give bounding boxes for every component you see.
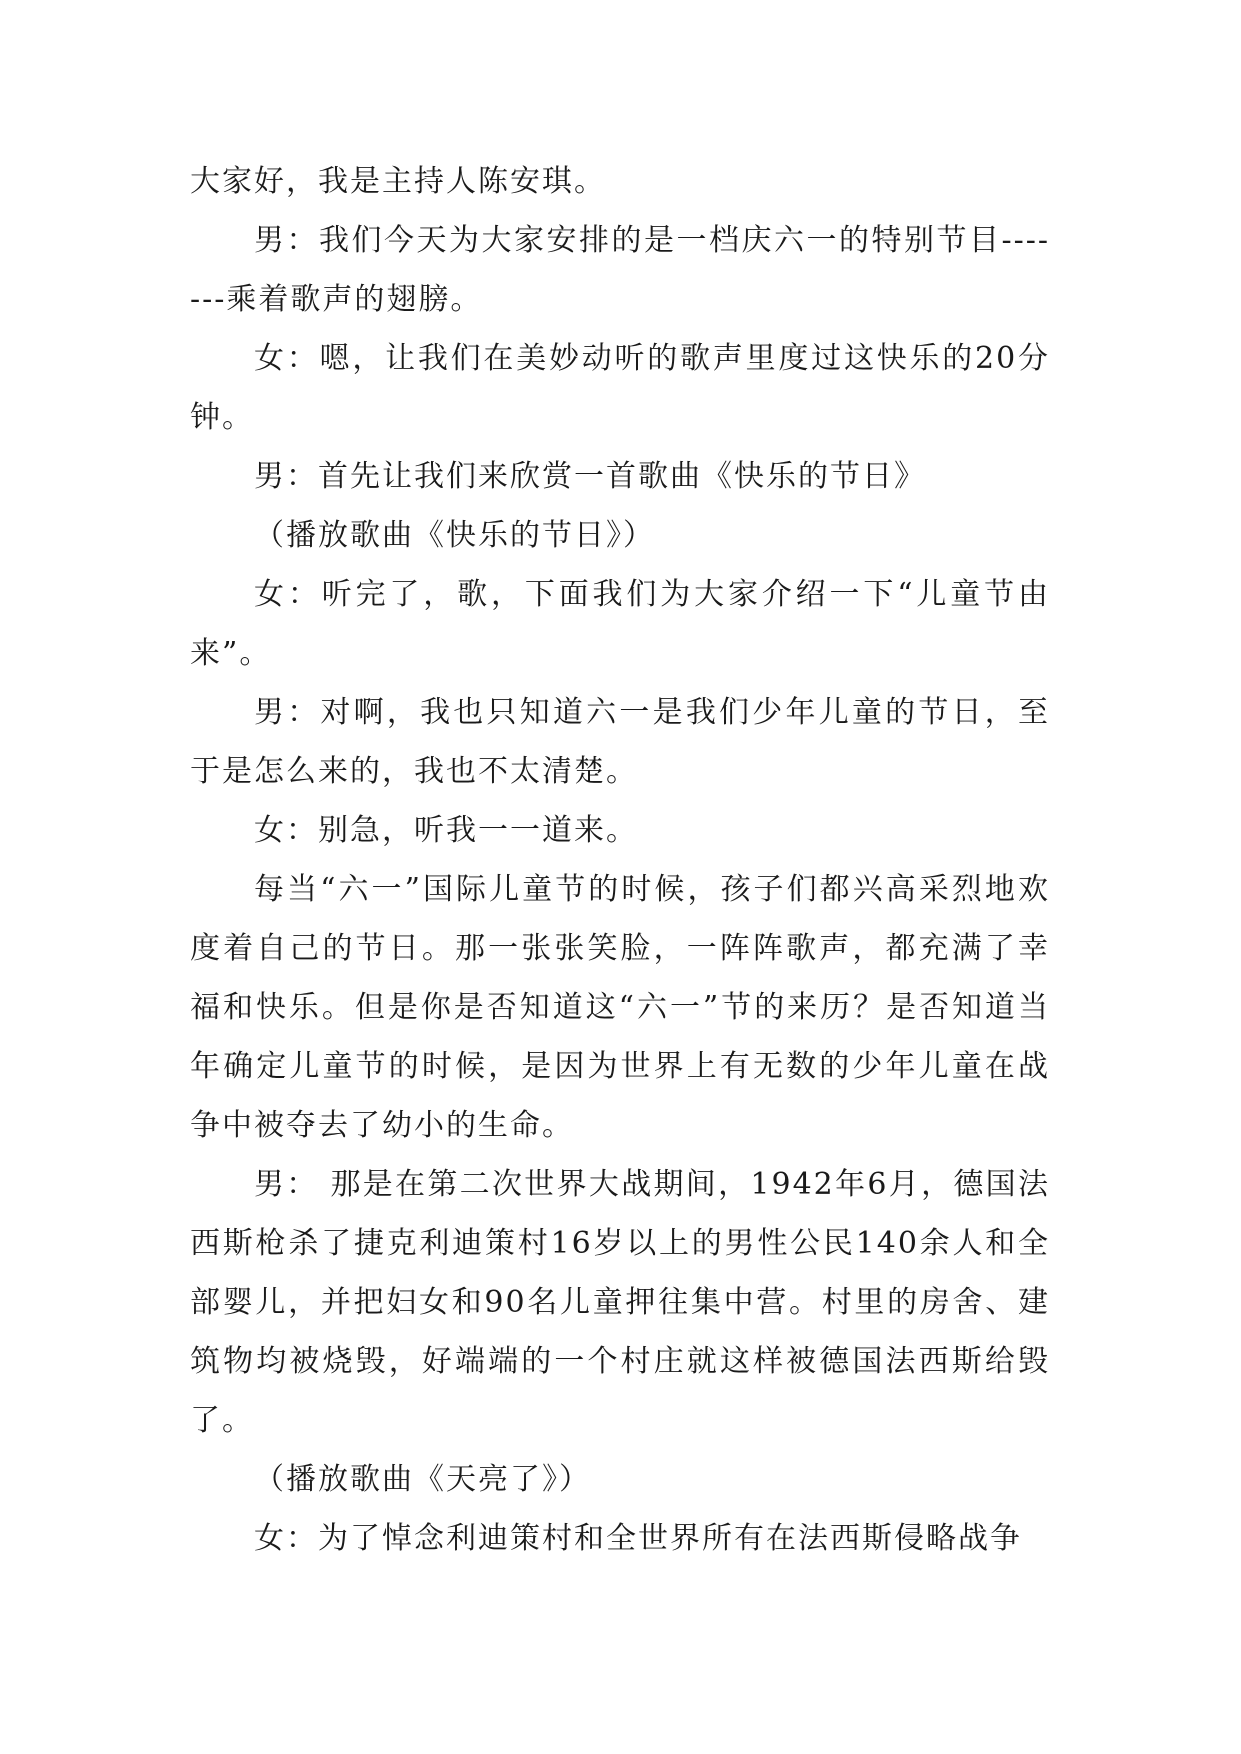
- paragraph-male-history: 男： 那是在第二次世界大战期间，1942年6月，德国法西斯枪杀了捷克利迪策村16岁以上的男性公民140余人和全部婴儿，并把妇女和90名儿童押往集中营。村里的房舍、建筑物均被烧毁，好端端的一个村庄就这样被德国法西斯给毁了。: [190, 1167, 1050, 1438]
- paragraph-greeting: 大家好，我是主持人陈安琪。: [190, 164, 606, 199]
- paragraph-play-song-1: （播放歌曲《快乐的节日》）: [254, 518, 655, 553]
- paragraph-female-explain: 女：别急，听我一一道来。: [254, 813, 638, 848]
- document-body: [190, 152, 1050, 1568]
- paragraph-male-intro: 男：我们今天为大家安排的是一档庆六一的特别节目-------乘着歌声的翅膀。: [190, 223, 1050, 317]
- paragraph-male-song-intro: 男：首先让我们来欣赏一首歌曲《快乐的节日》: [254, 459, 926, 494]
- paragraph-female-memorial: 女：为了悼念利迪策村和全世界所有在法西斯侵略战争: [254, 1521, 1022, 1556]
- paragraph-history: 每当“六一”国际儿童节的时候，孩子们都兴高采烈地欢度着自己的节日。那一张张笑脸，一阵阵歌声，都充满了幸福和快乐。但是你是否知道这“六一”节的来历？是否知道当年确定儿童节的时候，是因为世界上有无数的少年儿童在战争中被夺去了幼小的生命。: [190, 872, 1050, 1143]
- paragraph-female-intro: 女：嗯，让我们在美妙动听的歌声里度过这快乐的20分钟。: [190, 341, 1050, 435]
- paragraph-female-origin: 女：听完了，歌，下面我们为大家介绍一下“儿童节由来”。: [190, 577, 1050, 671]
- paragraph-male-reply: 男：对啊，我也只知道六一是我们少年儿童的节日，至于是怎么来的，我也不太清楚。: [190, 695, 1050, 789]
- paragraph-play-song-2: （播放歌曲《天亮了》）: [254, 1462, 591, 1497]
